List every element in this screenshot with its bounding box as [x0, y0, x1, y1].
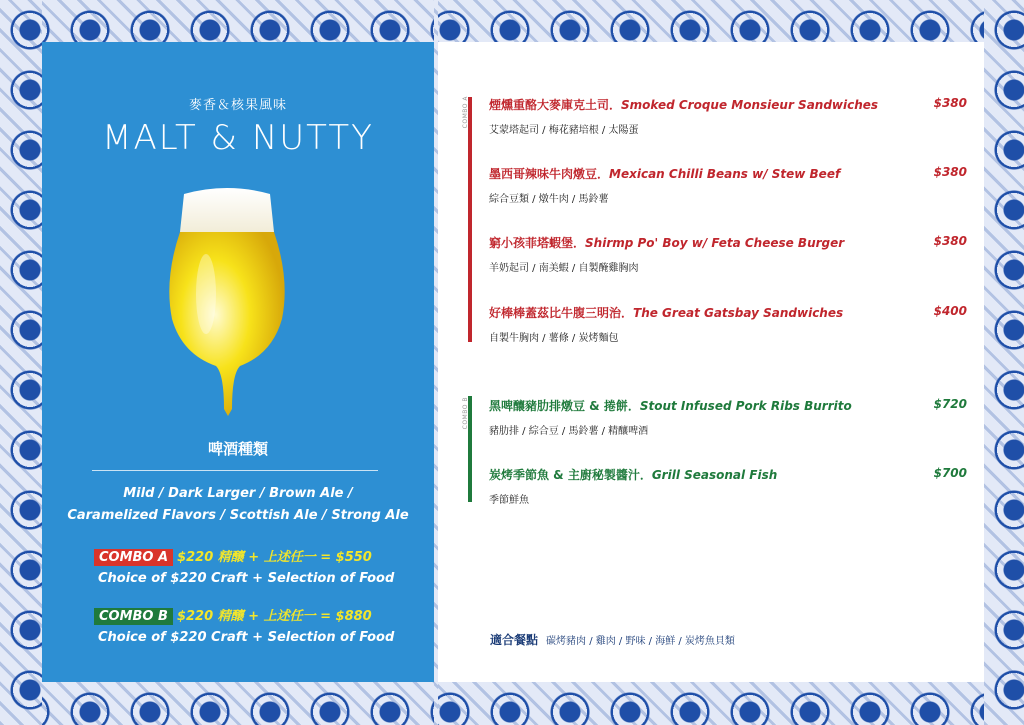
item-ingredients: 羊奶起司 / 南美蝦 / 自製醃雞胸肉: [489, 263, 639, 274]
item-price: $400: [933, 304, 967, 318]
item-name-en: Shirmp Po' Boy w/ Feta Cheese Burger: [585, 236, 845, 250]
tile-band-top: [0, 0, 1024, 42]
tile-band-right: [984, 0, 1024, 725]
menu-item: [489, 466, 967, 506]
combo-b-desc: Choice of $220 Craft + Selection of Food: [98, 630, 395, 645]
item-name-cn: 墨西哥辣味牛肉燉豆．: [489, 167, 610, 181]
item-name-cn: 煙燻重酪大麥庫克土司．: [489, 98, 622, 112]
beer-types-label: 啤酒種類: [207, 440, 268, 458]
combo-b-tag: COMBO B: [94, 608, 173, 625]
menu-item: [489, 397, 967, 437]
item-ingredients: 綜合豆類 / 燉牛肉 / 馬鈴薯: [489, 194, 609, 205]
item-price: $380: [933, 165, 967, 179]
item-name: [489, 165, 929, 182]
item-name-cn: 炭烤季節魚 & 主廚秘製醬汁．: [489, 468, 652, 482]
item-ingredients: 季節鮮魚: [489, 495, 529, 506]
item-price: $380: [933, 234, 967, 248]
item-price: $380: [933, 96, 967, 110]
combo-a-desc: Choice of $220 Craft + Selection of Food: [98, 571, 395, 586]
combo-b-price: $220 精釀 + 上述任一 = $880: [176, 609, 372, 624]
pairing-options: 碳烤豬肉 / 雞肉 / 野味 / 海鮮 / 炭烤魚貝類: [546, 636, 735, 647]
right-panel: [438, 42, 984, 682]
item-name-en: Grill Seasonal Fish: [651, 468, 778, 482]
pairing-label: 適合餐點: [490, 633, 539, 647]
item-ingredients: 艾蒙塔起司 / 梅花豬培根 / 太陽蛋: [489, 125, 639, 136]
subtitle-cn: 麥香＆核果風味: [188, 98, 287, 113]
item-price: $700: [933, 466, 967, 480]
section-a-bar: [468, 97, 472, 342]
item-ingredients: 自製牛胸肉 / 薯條 / 炭烤麵包: [489, 333, 619, 344]
combo-a-tag: COMBO A: [94, 549, 173, 566]
item-name-en: The Great Gatsbay Sandwiches: [633, 306, 844, 320]
menu-item: [489, 304, 967, 344]
beer-styles-line-2: Caramelized Flavors / Scottish Ale / Strong Ale: [67, 508, 409, 523]
combo-a: [94, 546, 394, 586]
item-name: [489, 466, 929, 483]
item-name: [489, 304, 929, 321]
item-name-cn: 窮小孩菲塔蝦堡．: [489, 236, 586, 250]
combo-b: [94, 605, 394, 645]
menu-item: [489, 165, 967, 205]
item-name: [489, 234, 929, 251]
tile-band-bottom: [0, 682, 1024, 725]
combo-a-price: $220 精釀 + 上述任一 = $550: [177, 550, 372, 565]
beer-styles-line-1: Mild / Dark Larger / Brown Ale /: [123, 486, 353, 501]
beer-styles: [42, 483, 434, 527]
menu-item: [489, 234, 967, 274]
item-name-cn: 黑啤釀豬肋排燉豆 & 捲餅．: [489, 399, 640, 413]
item-name-cn: 好棒棒蓋茲比牛腹三明治．: [489, 306, 634, 320]
item-name-en: Smoked Croque Monsieur Sandwiches: [621, 98, 879, 112]
tile-band-left: [0, 0, 42, 725]
menu-item: [489, 96, 967, 136]
section-b-label: COMBO B: [462, 397, 469, 430]
item-price: $720: [933, 397, 967, 411]
menu-title: MALT & NUTTY: [102, 118, 374, 158]
item-name-en: Stout Infused Pork Ribs Burrito: [639, 399, 852, 413]
food-pairing: [490, 631, 735, 648]
left-panel: [42, 42, 434, 682]
item-name: [489, 397, 929, 414]
item-name-en: Mexican Chilli Beans w/ Stew Beef: [609, 167, 841, 181]
item-name: [489, 96, 929, 113]
divider: [92, 470, 378, 471]
beer-glass-icon: [162, 184, 292, 424]
item-ingredients: 豬肋排 / 綜合豆 / 馬鈴薯 / 精釀啤酒: [489, 426, 649, 437]
section-a-label: COMBO A: [462, 96, 469, 129]
